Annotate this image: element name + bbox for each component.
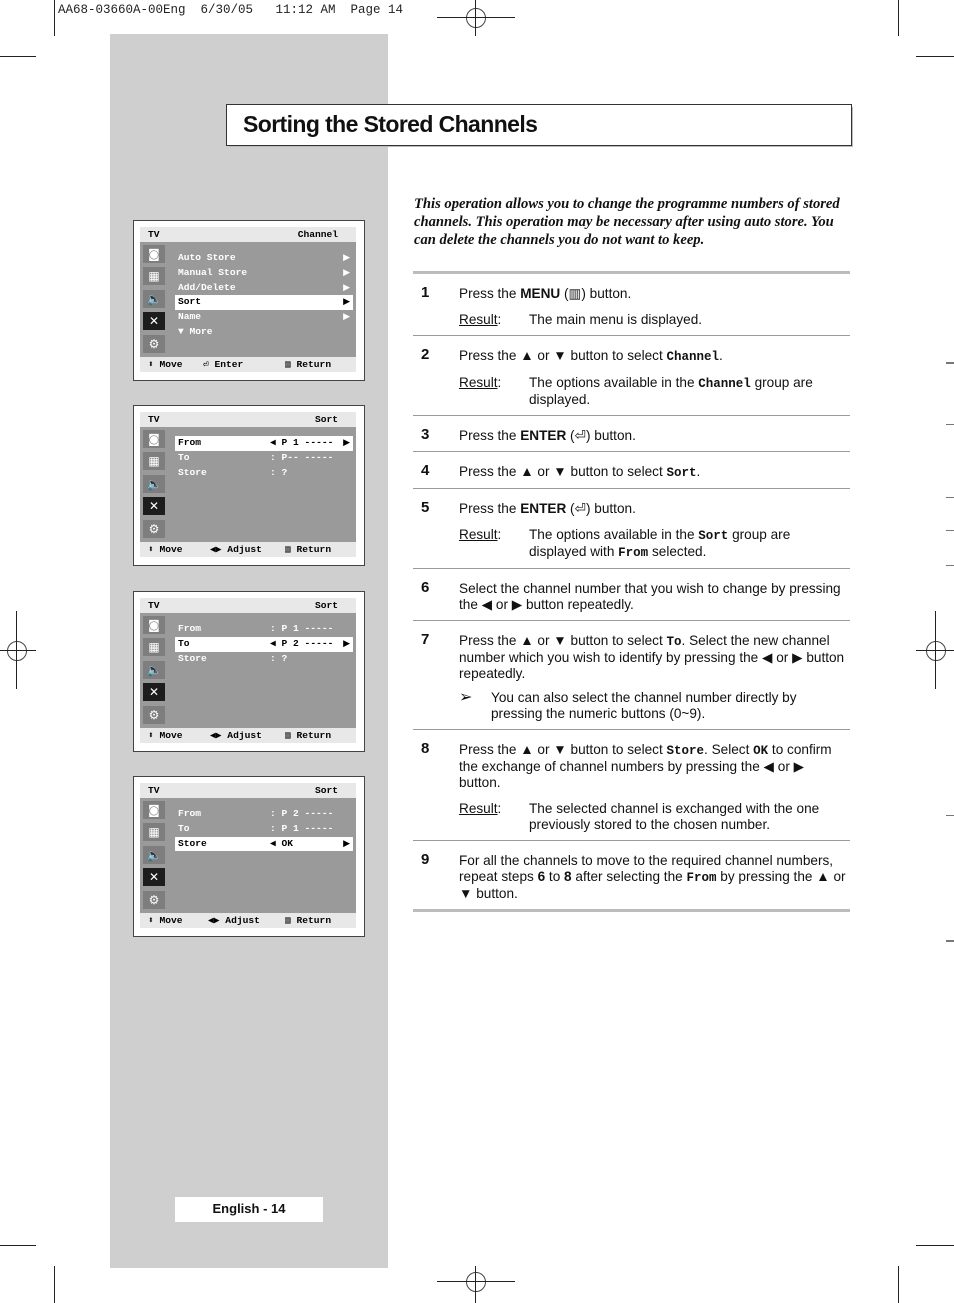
step-item [413,730,850,841]
osd-item-label: Store [178,466,207,478]
osd-panel [140,598,356,743]
step-number: 4 [421,462,430,479]
osd-menu-rows [175,251,353,340]
osd-screen [133,776,365,937]
crop-mark [898,0,899,36]
title-box [226,104,852,146]
osd-source-label: TV [148,600,160,611]
osd-item-label: ▼ More [178,325,213,337]
osd-item-value: : ? [270,652,288,664]
settings-icon: ⚙ [143,335,165,353]
osd-item-label: To [178,822,190,834]
step-item [413,489,850,569]
osd-help-item: ▥ Return [285,915,332,926]
osd-menu-item [175,837,353,852]
osd-menu-item [175,266,353,281]
step-number: 7 [421,631,430,648]
step-instruction: Press the ▲ or ▼ button to select Sort. [459,464,701,480]
osd-source-label: TV [148,785,160,796]
step-item [413,569,850,621]
step-number: 5 [421,499,430,516]
osd-item-label: Manual Store [178,266,248,278]
picture-icon: ◙ [143,245,165,263]
step-instruction: Press the MENU (▥) button. [459,286,632,301]
step-result [459,312,846,328]
osd-menu-item [175,281,353,296]
registration-line [0,650,36,651]
edge-tick [946,497,954,498]
steps-list [413,271,850,912]
osd-item-label: To [178,451,190,463]
osd-help-item: ◀▶ Adjust [210,730,262,741]
step-number: 9 [421,851,430,868]
page-title: Sorting the Stored Channels [243,111,538,137]
step-instruction: Press the ▲ or ▼ button to select Channel. [459,348,723,364]
result-text: The options available in the Sort group are displayed with From selected. [529,527,791,560]
osd-item-label: To [178,637,190,649]
osd-help-item: ⬍ Move [148,730,183,741]
osd-menu-rows [175,436,353,480]
osd-item-label: Name [178,311,202,323]
osd-help-item: ⬍ Move [148,544,183,555]
registration-mark [466,1272,486,1292]
osd-source-label: TV [148,229,160,240]
osd-item-label: Sort [178,296,202,308]
osd-menu-item [175,251,353,266]
speaker-icon: 🔈 [143,661,165,679]
speaker-icon: 🔈 [143,846,165,864]
edge-tick [946,424,954,425]
osd-help-item: ▥ Return [285,730,332,741]
crop-mark [916,1245,954,1246]
step-result [459,375,846,408]
step-instruction: For all the channels to move to the required channel numbers, repeat steps 6 to 8 after selecting the From by pressing the ▲ or ▼ button. [459,853,846,901]
osd-icon-column [140,245,168,357]
osd-icon-column [140,801,168,913]
step-item [413,621,850,730]
step-instruction: Press the ENTER (⏎) button. [459,428,636,443]
step-instruction: Press the ▲ or ▼ button to select Store. Select OK to confirm the exchange of channel numbers by pressing the ◀ or ▶ button. [459,742,832,790]
step-item [413,274,850,336]
result-text: The selected channel is exchanged with the one previously stored to the chosen number. [529,801,820,832]
step-number: 6 [421,579,430,596]
osd-item-label: Store [178,837,207,849]
step-item [413,416,850,452]
osd-menu-item [175,436,353,451]
crop-mark [54,1266,55,1303]
edge-tick [946,815,954,816]
osd-screen [133,405,365,566]
osd-arrow-icon: ▶ [343,312,350,323]
registration-line [475,1266,476,1303]
osd-help-item: ⬍ Move [148,359,183,370]
osd-menu-item [175,310,353,325]
antenna-icon: ✕ [143,683,165,701]
osd-menu-item [175,295,353,310]
osd-help-bar [140,542,356,557]
edge-tick [946,530,954,531]
osd-title-bar [140,783,356,798]
edge-tick [946,565,954,566]
osd-item-value: : P-- ----- [270,451,334,463]
osd-icon-column [140,430,168,542]
osd-screen [133,591,365,752]
osd-title-bar [140,412,356,427]
osd-item-label: Auto Store [178,252,236,263]
result-text: The options available in the Channel group are displayed. [529,375,813,407]
step-item [413,841,850,909]
print-header: AA68-03660A-00Eng 6/30/05 11:12 AM Page 14 [58,3,404,17]
osd-menu-item [175,637,353,652]
crop-mark [0,1245,36,1246]
step-item [413,336,850,416]
osd-menu-caption: Sort [314,785,338,796]
osd-help-item: ◀▶ Adjust [208,915,260,926]
list-icon: ▦ [143,267,165,285]
registration-line [935,611,936,689]
osd-help-bar [140,357,356,372]
step-instruction: Select the channel number that you wish to change by pressing the ◀ or ▶ button repeatedly. [459,581,841,612]
result-label: Result : [459,375,529,408]
osd-screen [133,220,365,381]
osd-menu-item [175,822,353,837]
osd-item-label: Add/Delete [178,281,236,293]
page-footer: English - 14 [175,1197,323,1222]
antenna-icon: ✕ [143,497,165,515]
step-note [459,690,846,722]
osd-source-label: TV [148,414,160,425]
osd-item-value: : P 1 ----- [270,822,334,834]
osd-item-value: ◀ P 1 ----- [270,437,334,448]
list-icon: ▦ [143,823,165,841]
speaker-icon: 🔈 [143,475,165,493]
step-instruction: Press the ▲ or ▼ button to select To. Select the new channel number which you wish to identify by pressing the ◀ or ▶ button repeatedly. [459,633,845,681]
osd-arrow-icon: ▶ [343,267,350,278]
settings-icon: ⚙ [143,891,165,909]
osd-arrow-icon: ▶ [343,282,350,293]
registration-line [437,17,515,18]
osd-menu-caption: Sort [314,414,338,425]
osd-panel [140,227,356,372]
osd-help-item: ▥ Return [285,359,332,370]
osd-menu-item [175,652,353,667]
osd-item-value: ◀ P 2 ----- [270,637,334,649]
osd-menu-rows [175,622,353,666]
edge-tick [946,362,954,364]
picture-icon: ◙ [143,616,165,634]
registration-line [475,0,476,36]
osd-arrow-icon: ▶ [343,297,350,308]
step-item [413,452,850,489]
crop-mark [0,56,36,57]
osd-arrow-icon: ▶ [343,838,350,849]
osd-menu-item [175,451,353,466]
osd-item-label: From [178,808,202,819]
step-result [459,527,846,561]
speaker-icon: 🔈 [143,290,165,308]
osd-item-value: : P 1 ----- [270,623,334,634]
osd-help-bar [140,728,356,743]
osd-menu-item [175,466,353,481]
result-label: Result : [459,312,529,328]
osd-title-bar [140,227,356,242]
osd-menu-item [175,807,353,822]
osd-menu-rows [175,807,353,851]
intro-text: This operation allows you to change the programme numbers of stored channels. This operation may be necessary after using auto store. You can delete the channels you do not want to keep. [414,196,840,248]
osd-icon-column [140,616,168,728]
osd-help-item: ◀▶ Adjust [210,544,262,555]
registration-mark [466,8,486,28]
crop-mark [916,56,954,57]
osd-panel [140,783,356,928]
result-label: Result : [459,801,529,833]
picture-icon: ◙ [143,801,165,819]
osd-title-bar [140,598,356,613]
note-arrow-icon: ➢ [459,689,473,706]
osd-menu-item [175,622,353,637]
osd-item-value: : ? [270,466,288,478]
settings-icon: ⚙ [143,520,165,538]
antenna-icon: ✕ [143,312,165,330]
crop-mark [54,0,55,36]
picture-icon: ◙ [143,430,165,448]
osd-menu-caption: Sort [314,600,338,611]
registration-mark [926,641,946,661]
osd-help-bar [140,913,356,928]
osd-help-item: ⏎ Enter [203,359,244,370]
osd-item-value: ◀ OK [270,837,294,849]
step-number: 8 [421,740,430,757]
edge-tick [946,940,954,942]
step-number: 1 [421,284,430,301]
osd-item-label: From [178,623,202,634]
result-label: Result : [459,527,529,561]
step-result [459,801,846,833]
registration-line [437,1281,515,1282]
settings-icon: ⚙ [143,706,165,724]
osd-arrow-icon: ▶ [343,253,350,263]
step-number: 3 [421,426,430,443]
step-number: 2 [421,346,430,363]
note-text: You can also select the channel number directly by pressing the numeric buttons (0~9). [491,690,797,721]
antenna-icon: ✕ [143,868,165,886]
osd-menu-item [175,325,353,340]
osd-item-value: : P 2 ----- [270,808,334,819]
registration-mark [7,641,27,661]
registration-line [16,611,17,689]
list-icon: ▦ [143,452,165,470]
osd-arrow-icon: ▶ [343,438,350,448]
list-icon: ▦ [143,638,165,656]
result-text: The main menu is displayed. [529,312,703,327]
osd-help-item: ▥ Return [285,544,332,555]
osd-item-label: Store [178,652,207,664]
crop-mark [898,1266,899,1303]
osd-item-label: From [178,437,202,448]
osd-panel [140,412,356,557]
osd-menu-caption: Channel [297,229,338,240]
step-instruction: Press the ENTER (⏎) button. [459,501,636,516]
osd-help-item: ⬍ Move [148,915,183,926]
osd-arrow-icon: ▶ [343,638,350,649]
